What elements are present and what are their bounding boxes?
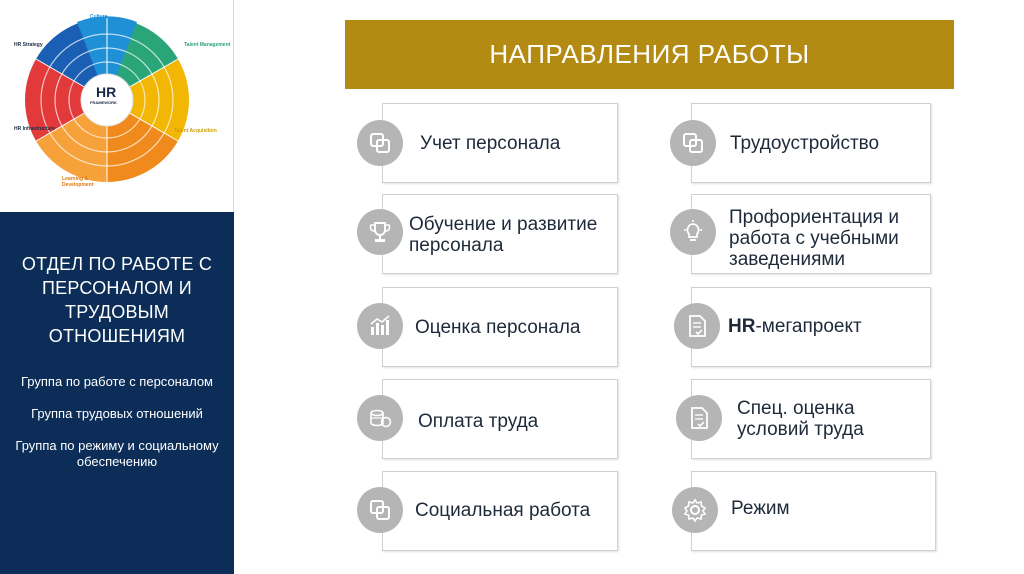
page-title: НАПРАВЛЕНИЯ РАБОТЫ (489, 39, 810, 69)
copy-icon (670, 120, 716, 166)
department-group-item: Группа по работе с персоналом (21, 374, 213, 389)
direction-label: Учет персонала (420, 133, 561, 154)
direction-card-rezhim[interactable] (691, 471, 936, 551)
framework-center-title: HR (96, 84, 117, 100)
chart-icon (357, 303, 403, 349)
coins-icon (357, 395, 403, 441)
direction-label: Трудоустройство (730, 133, 880, 154)
department-group-item: Группа трудовых отношений (31, 406, 203, 421)
trophy-icon (357, 209, 403, 255)
department-title: ОТДЕЛ ПО РАБОТЕ С ПЕРСОНАЛОМ И ТРУДОВЫМ ОТНОШЕНИЯМ (21, 254, 213, 346)
segment-hr-strategy-label: HR Strategy (14, 42, 43, 48)
copy-icon (357, 487, 403, 533)
direction-label: Режим (731, 498, 790, 519)
direction-label: Оценка персонала (415, 317, 581, 338)
megaproject-suffix: -мегапроект (755, 316, 862, 337)
direction-label: Оплата труда (418, 411, 539, 432)
hr-framework-wheel (0, 0, 234, 212)
segment-talent-acquisition-label: Talent Acquisition (174, 128, 217, 134)
hr-framework-image (0, 0, 234, 212)
direction-label (728, 316, 862, 337)
lightbulb-icon (670, 209, 716, 255)
document-check-icon (676, 395, 722, 441)
department-group-item: Группа по режиму и социальному обеспечению (15, 438, 219, 469)
document-check-icon (674, 303, 720, 349)
direction-label: Спец. оценка условий труда (737, 398, 864, 440)
gear-icon (672, 487, 718, 533)
copy-icon (357, 120, 403, 166)
department-block (0, 212, 234, 574)
direction-label: Профориентация и работа с учебными заведениями (729, 207, 899, 270)
segment-culture-label: Culture (90, 14, 108, 20)
segment-learning-development-label: Learning & Development (62, 176, 94, 188)
direction-label: Социальная работа (415, 500, 591, 521)
direction-label: Обучение и развитие персонала (409, 214, 598, 256)
segment-talent-management-label: Talent Management (184, 42, 231, 48)
framework-center-subtitle: FRAMEWORK (90, 100, 117, 105)
segment-hr-infrastructure-label: HR Infrastructure (14, 126, 56, 132)
left-panel (0, 0, 234, 574)
header-bar (345, 20, 954, 89)
hr-bold-prefix: HR (728, 316, 756, 337)
